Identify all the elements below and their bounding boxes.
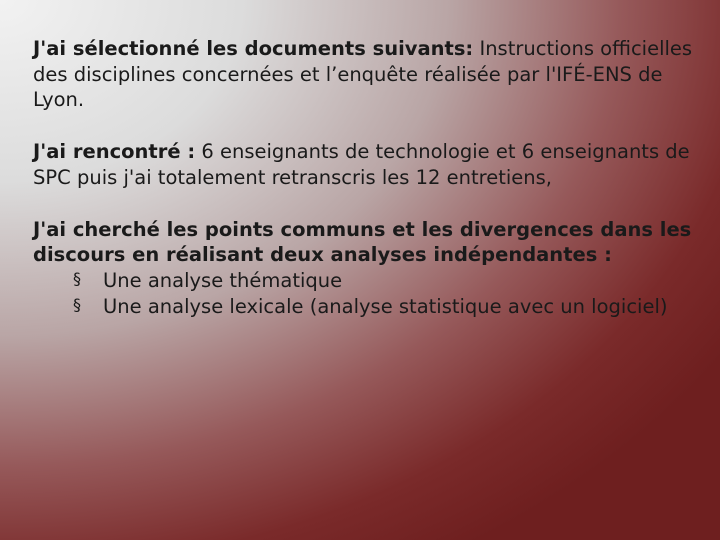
- paragraph-analysis: [33, 217, 693, 268]
- list-item: [33, 294, 693, 320]
- paragraph-documents-lead: J'ai sélectionné les documents suivants:: [33, 37, 474, 60]
- list-item-text: Une analyse lexicale (analyse statistique avec un logiciel): [103, 294, 668, 318]
- paragraph-interviews-text: 6 enseignants de technologie et 6 enseignants de SPC puis j'ai totalement retranscris les 12 entretiens,: [33, 140, 690, 189]
- list-item-text: Une analyse thématique: [103, 269, 343, 293]
- slide-content: [33, 36, 693, 320]
- bullet-marker: §: [73, 294, 81, 314]
- paragraph-interviews-lead: J'ai rencontré :: [33, 140, 196, 164]
- analysis-list: [33, 268, 693, 319]
- paragraph-interviews: [33, 139, 693, 190]
- paragraph-documents-text: Instructions officielles des disciplines concernées et l’enquête réalisée par l'IFÉ-ENS de Lyon.: [33, 37, 693, 112]
- paragraph-analysis-lead: J'ai cherché les points communs et les divergences dans les discours en réalisant deux analyses indépendantes :: [33, 217, 692, 267]
- list-item: [33, 268, 693, 294]
- paragraph-documents: [33, 36, 693, 113]
- bullet-marker: §: [73, 269, 81, 289]
